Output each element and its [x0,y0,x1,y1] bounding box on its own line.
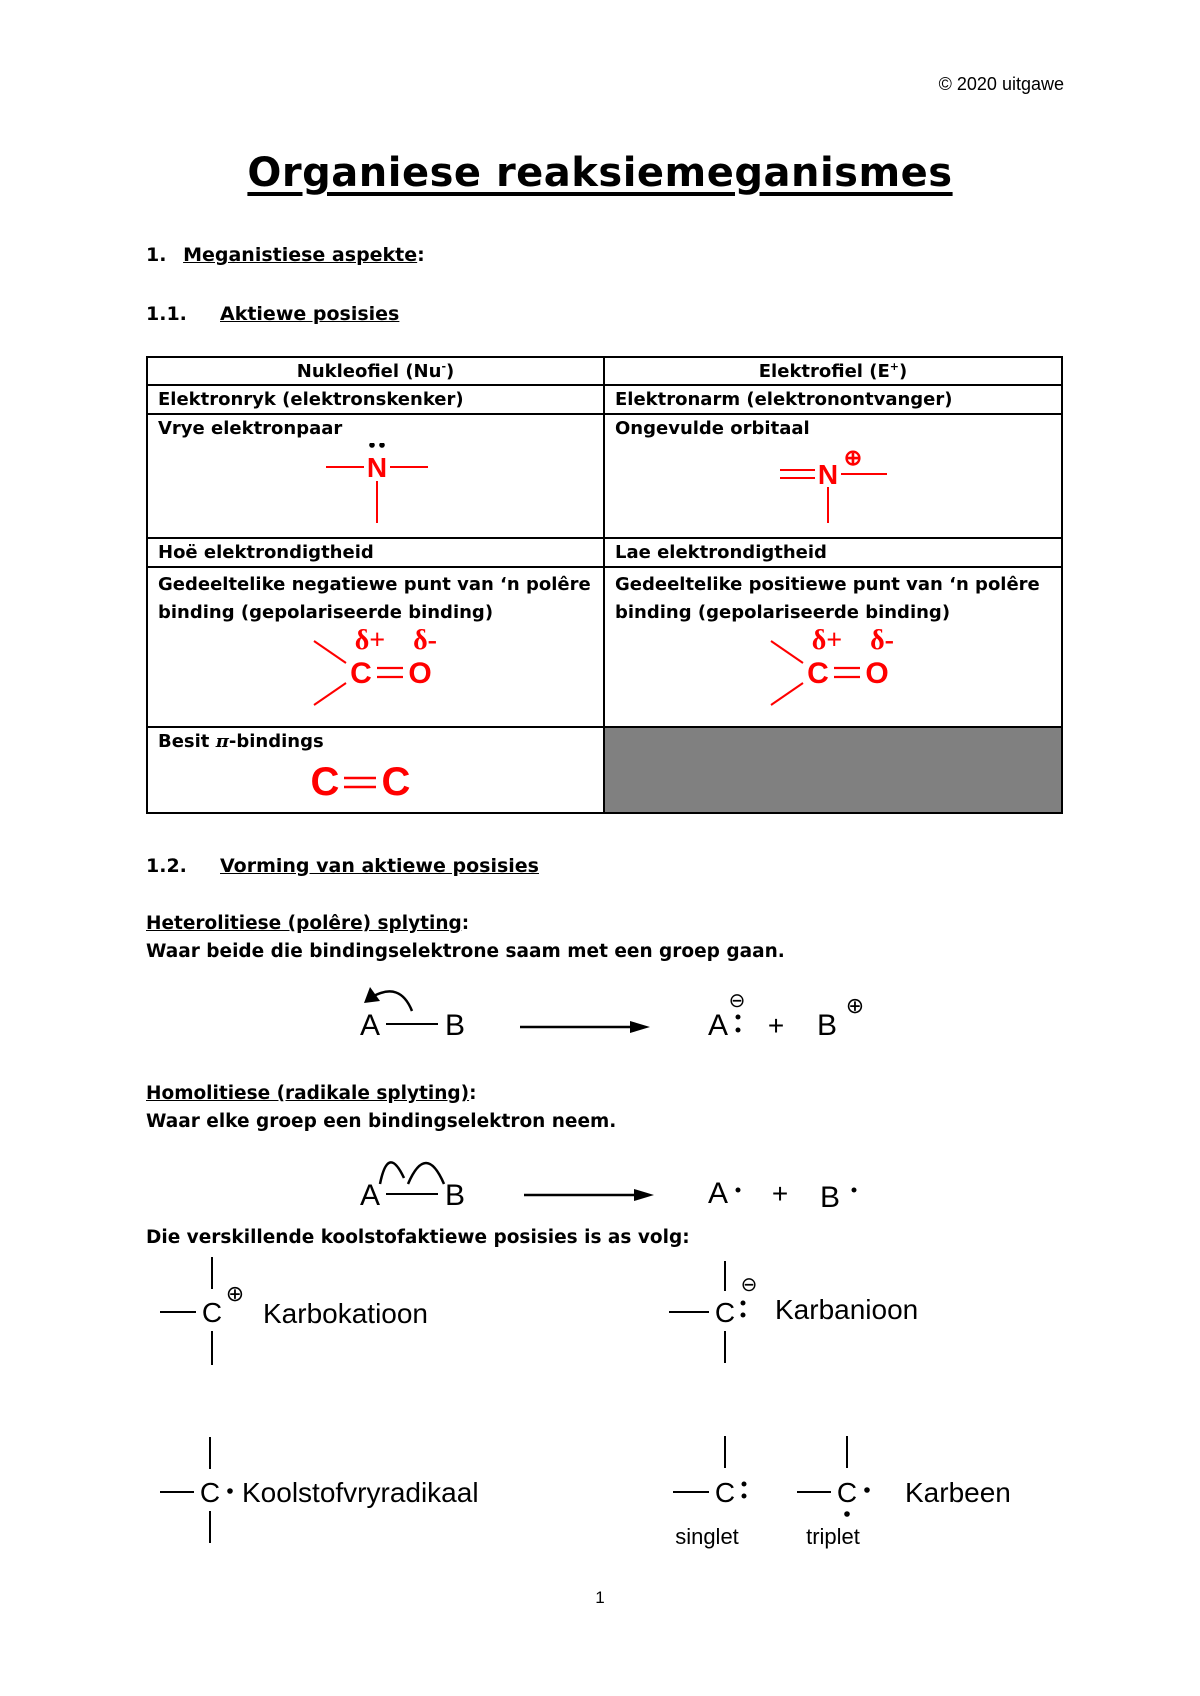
carbocation-label: Karbokatioon [263,1298,429,1329]
table-cell: Elektronryk (elektronskenker) [147,385,604,414]
homolytic-description: Waar elke groep een bindingselektron neem. [146,1111,617,1132]
heterolytic-cleavage-equation [340,975,900,1055]
table-row [147,727,1062,813]
carbon-atom: C [714,1297,736,1328]
carbene-structure [665,1432,1045,1552]
table-cell [147,414,604,538]
anion-a: A [707,1009,729,1042]
delta-minus: δ- [413,627,437,656]
fishhook-arrow-icon [408,1163,444,1184]
cell-label: Vrye elektronpaar [158,418,343,439]
carbon-positions-intro: Die verskillende koolstofaktiewe posisies is as volg: [146,1227,690,1248]
cell-label: Ongevulde orbitaal [615,418,810,439]
delta-plus: δ+ [354,627,386,656]
delta-minus: δ- [870,627,894,656]
plus-sign: + [767,1010,785,1041]
carbocation-structure [150,1255,480,1370]
iminium-structure [615,443,1045,527]
section-number: 1.2. [146,855,187,877]
carbon-atom: C [201,1297,223,1328]
table-cell [147,567,604,727]
amine-lone-pair-structure [158,443,588,527]
nucleophile-header: Nukleofiel (Nu-) [147,357,604,385]
cell-label: Gedeeltelike positiewe punt van ‘n polêre binding (gepolariseerde binding) [615,574,1040,623]
plus-sign: + [771,1178,789,1209]
carbanion-structure [665,1255,995,1370]
triplet-label: triplet [806,1524,860,1549]
section-title: Vorming van aktiewe posisies [220,855,539,877]
table-cell [604,414,1062,538]
section-number: 1.1. [146,303,187,325]
radical-b: B [819,1181,841,1214]
carbon-atom: C [836,1477,858,1508]
empty-grey-cell [604,727,1062,813]
table-cell [604,567,1062,727]
cell-label: Besit π-bindings [158,731,324,752]
plus-charge-icon: ⊕ [225,1281,245,1306]
table-cell [147,727,604,813]
copyright-notice: © 2020 uitgawe [938,74,1064,94]
atom-a: A [359,1179,381,1212]
table-cell: Lae elektrondigtheid [604,538,1062,567]
homolytic-heading: Homolitiese (radikale splyting): [146,1083,477,1104]
carbon-atom: C [714,1477,736,1508]
section-number: 1. [146,244,167,266]
cell-label: Gedeeltelike negatiewe punt van ‘n polêre binding (gepolariseerde binding) [158,574,591,623]
homolytic-cleavage-equation [340,1140,900,1220]
carbonyl-polarity-structure [615,627,1045,711]
carbonyl-polarity-structure [158,627,588,711]
carbanion-label: Karbanioon [775,1294,919,1325]
section-title: Aktiewe posisies [220,303,400,325]
table-header-row [147,357,1062,385]
singlet-label: singlet [675,1524,739,1549]
colon: : [417,244,425,266]
active-positions-table [146,356,1063,814]
table-row [147,538,1062,567]
nitrogen-atom: N [817,459,839,490]
heterolytic-heading: Heterolitiese (polêre) splyting: [146,913,470,934]
oxygen-atom: O [865,657,889,690]
section-1-2-heading [146,855,539,877]
oxygen-atom: O [408,657,432,690]
table-row [147,385,1062,414]
atom-b: B [444,1179,466,1212]
minus-charge-icon: ⊖ [728,990,746,1012]
alkene-structure [158,752,588,802]
table-row [147,567,1062,727]
table-cell: Hoë elektrondigtheid [147,538,604,567]
plus-charge-icon: ⊕ [843,445,863,470]
atom-b: B [444,1009,466,1042]
carbene-label: Karbeen [905,1477,1011,1508]
section-1-heading [146,244,425,266]
radical-label: Koolstofvryradikaal [242,1477,479,1508]
section-1-1-heading [146,303,400,325]
minus-charge-icon: ⊖ [740,1274,758,1296]
table-row [147,414,1062,538]
electrophile-header: Elektrofiel (E+) [604,357,1062,385]
page-number: 1 [595,1588,605,1607]
radical-a: A [707,1177,729,1210]
delta-plus: δ+ [811,627,843,656]
nitrogen-atom: N [366,452,388,483]
carbon-radical-structure [150,1435,530,1550]
page-title: Organiese reaksiemeganismes [247,150,953,196]
carbon-atom: C [807,657,829,690]
carbon-atom: C [310,760,340,802]
carbon-atom: C [350,657,372,690]
fishhook-arrow-icon [380,1162,404,1184]
carbon-atom: C [381,760,411,802]
cation-b: B [816,1009,838,1042]
heterolytic-description: Waar beide die bindingselektrone saam met een groep gaan. [146,941,785,962]
plus-charge-icon: ⊕ [845,993,865,1018]
table-cell: Elektronarm (elektronontvanger) [604,385,1062,414]
atom-a: A [359,1009,381,1042]
carbon-atom: C [199,1477,221,1508]
section-title: Meganistiese aspekte [183,244,418,266]
